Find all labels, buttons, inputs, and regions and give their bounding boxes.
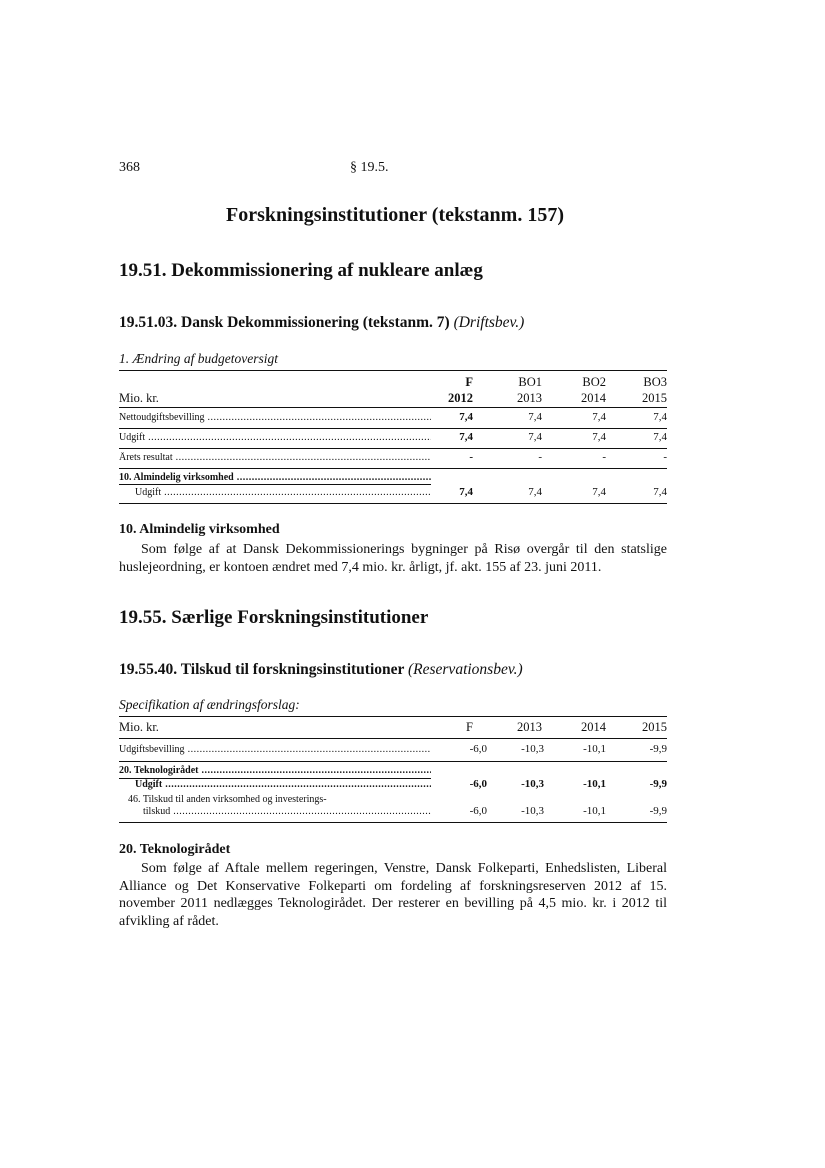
table-cell: -9,9 [649,805,667,817]
table-cell: -6,0 [469,778,487,790]
table-cell: 7,4 [592,431,606,443]
col-header-year: 2013 [517,391,542,405]
table-cell: 7,4 [459,431,473,443]
table-cell: 7,4 [653,431,667,443]
table-cell: 7,4 [459,411,473,423]
table-cell: 7,4 [528,486,542,498]
account-title: 19.55.40. Tilskud til forskningsinstitutioner [119,661,405,678]
table-cell: 7,4 [592,411,606,423]
table-bottom-rule [119,503,667,504]
table-cell: - [602,451,606,463]
table-subtitle: 1. Ændring af budgetoversigt [119,351,278,366]
table-cell: 7,4 [592,486,606,498]
table-cell: -10,1 [583,805,606,817]
note-text: Som følge af Aftale mellem regeringen, Venstre, Dansk Folkeparti, Enhedslisten, Liberal Alliance og Det Konservative Folkeparti om fordeling af forskningsreserven 2012 af 15. november 2011 nedlægges Teknologirådet. Der resterer en bevilling på 4,5 mio. kr. i 2012 til afvikling af rådet. [119,861,667,929]
col-header-year: 2014 [581,391,606,405]
group-label: 10. Almindelig virksomhed ..... [119,472,431,483]
table-cell: - [663,451,667,463]
table-cell: -10,3 [521,778,544,790]
account-heading-19-51-03 [119,314,524,332]
row-rule [119,761,667,762]
table-cell: -10,1 [583,778,606,790]
group-sub-label: Udgift ..... [135,487,431,498]
table-cell: - [469,451,473,463]
col-header: F [466,720,473,734]
section-heading-19-51: 19.51. Dekommissionering af nukleare anlæg [119,260,483,281]
account-type: (Reservationsbev.) [407,661,523,678]
account-type: (Driftsbev.) [453,314,525,331]
col-header-year: 2012 [448,391,473,405]
table-row-label: Nettoudgiftsbevilling ..... [119,412,431,423]
table-cell: 7,4 [653,486,667,498]
col-header-top: BO2 [582,375,606,389]
table-cell: -10,3 [521,743,544,755]
col-header: 2013 [517,720,542,734]
group-label: 20. Teknologirådet ..... [119,765,431,776]
header-rule [119,738,667,739]
unit-label: Mio. kr. [119,391,159,405]
table-cell: -6,0 [469,805,487,817]
item-label-line2: tilskud ..... [143,806,431,817]
row-rule [119,428,667,429]
table-cell: -9,9 [649,743,667,755]
table-cell: 7,4 [459,486,473,498]
group-sub-label: Udgift ..... [135,779,431,790]
table-cell: -9,9 [649,778,667,790]
table-cell: 7,4 [528,431,542,443]
row-rule [119,448,667,449]
note-paragraph [119,860,667,930]
table-cell: 7,4 [653,411,667,423]
table-top-rule [119,716,667,717]
account-heading-19-55-40 [119,661,523,679]
group-rule [119,484,431,485]
note-heading: 10. Almindelig virksomhed [119,522,280,537]
table-row-label: Udgift ..... [119,432,431,443]
section-heading-19-55: 19.55. Særlige Forskningsinstitutioner [119,607,429,628]
col-header-top: F [465,375,473,389]
table-subtitle: Specifikation af ændringsforslag: [119,697,300,712]
note-paragraph [119,541,667,576]
section-reference: § 19.5. [350,160,389,175]
note-heading: 20. Teknologirådet [119,842,231,857]
table-cell: 7,4 [528,411,542,423]
table-cell: -10,3 [521,805,544,817]
header-rule [119,407,667,408]
table-cell: - [538,451,542,463]
table-bottom-rule [119,822,667,823]
item-label-line1: 46. Tilskud til anden virksomhed og investerings- [128,794,327,805]
row-rule [119,468,667,469]
table-cell: -10,1 [583,743,606,755]
account-title: 19.51.03. Dansk Dekommissionering (tekstanm. 7) [119,314,450,331]
col-header: 2014 [581,720,606,734]
table-cell: -6,0 [469,743,487,755]
col-header-top: BO1 [518,375,542,389]
col-header-top: BO3 [643,375,667,389]
page-title: Forskningsinstitutioner (tekstanm. 157) [226,204,564,226]
note-text: Som følge af at Dansk Dekommissionerings bygninger på Risø overgår til den statslige huslejeordning, er kontoen ændret med 7,4 mio. kr. årligt, jf. akt. 155 af 23. juni 2011. [119,542,667,575]
table-row-label: Udgiftsbevilling ..... [119,744,431,755]
table-row-label: Årets resultat ..... [119,452,431,463]
col-header-year: 2015 [642,391,667,405]
unit-label: Mio. kr. [119,720,159,734]
col-header: 2015 [642,720,667,734]
table-top-rule [119,370,667,371]
page-number: 368 [119,160,140,175]
